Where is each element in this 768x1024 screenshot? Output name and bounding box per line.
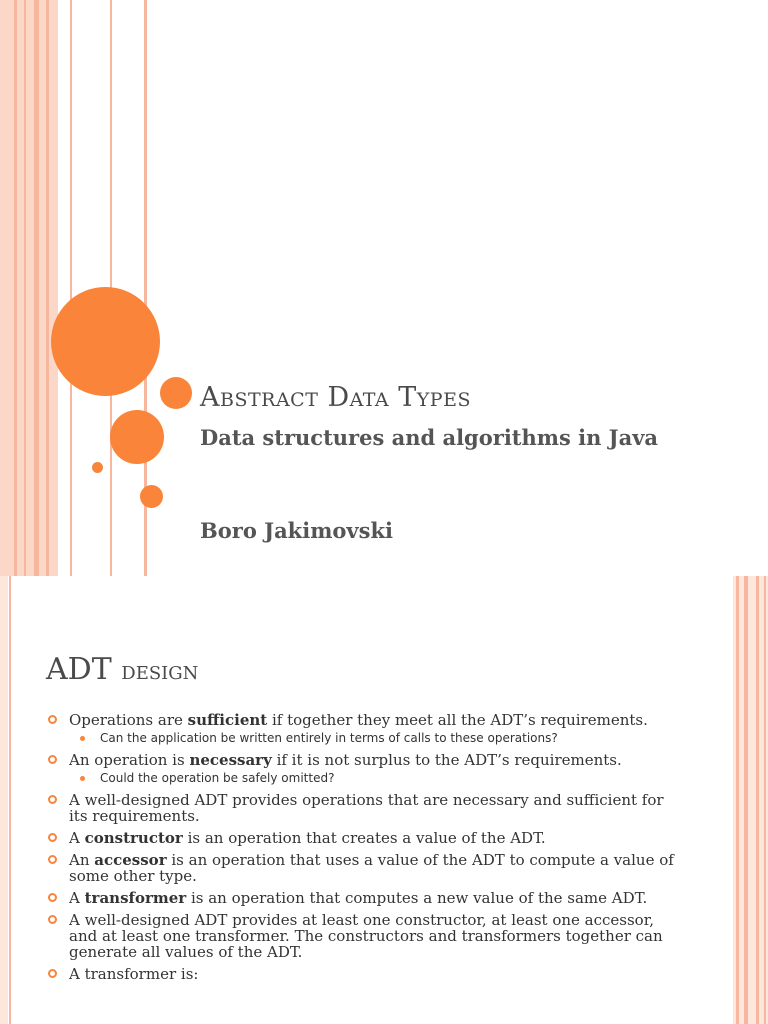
sub-list	[69, 771, 686, 786]
decor-stripe	[34, 0, 39, 576]
sub-list-item: Can the application be written entirely in terms of calls to these operations?	[69, 731, 686, 746]
slide-title	[46, 652, 198, 687]
slide-title: Abstract Data Types	[200, 382, 471, 413]
content-slide	[0, 576, 768, 1024]
list-item: A constructor is an operation that creates a value of the ADT.	[46, 830, 686, 846]
decor-stripe	[9, 576, 11, 1024]
bullet-dot-icon	[80, 736, 85, 741]
decor-circle-small	[140, 485, 163, 508]
bullet-ring-icon	[48, 855, 57, 864]
bullet-ring-icon	[48, 893, 57, 902]
bullet-list	[46, 712, 686, 988]
decor-circle-small	[160, 377, 192, 409]
decor-stripe	[736, 576, 739, 1024]
bullet-dot-icon	[80, 776, 85, 781]
bullet-ring-icon	[48, 833, 57, 842]
decor-stripe	[24, 0, 26, 576]
decor-stripe	[46, 0, 49, 576]
list-item: An operation is necessary if it is not surplus to the ADT’s requirements. Could the operation be safely omitted?	[46, 752, 686, 786]
author-name: Boro Jakimovski	[200, 518, 393, 543]
sub-list-item: Could the operation be safely omitted?	[69, 771, 686, 786]
decor-stripe	[756, 576, 759, 1024]
decor-stripe	[764, 576, 766, 1024]
decor-band	[0, 0, 58, 576]
bullet-ring-icon	[48, 915, 57, 924]
slide-title-lead: ADT	[46, 652, 112, 687]
decor-band	[0, 576, 8, 1024]
decor-stripe	[70, 0, 72, 576]
list-item: An accessor is an operation that uses a value of the ADT to compute a value of some other type.	[46, 852, 686, 884]
sub-list	[69, 731, 686, 746]
decor-circle-tiny	[92, 462, 103, 473]
decor-stripe	[14, 0, 17, 576]
list-item: Operations are sufficient if together they meet all the ADT’s requirements. Can the application be written entirely in terms of calls to these operations?	[46, 712, 686, 746]
list-item: A well-designed ADT provides operations that are necessary and sufficient for its requirements.	[46, 792, 686, 824]
bullet-ring-icon	[48, 755, 57, 764]
list-item: A well-designed ADT provides at least one constructor, at least one accessor, and at least one transformer. The constructors and transformers together can generate all values of the ADT.	[46, 912, 686, 960]
decor-circle-large	[51, 287, 160, 396]
list-item: A transformer is:	[46, 966, 686, 982]
list-item: A transformer is an operation that computes a new value of the same ADT.	[46, 890, 686, 906]
decor-circle-medium	[110, 410, 164, 464]
bullet-ring-icon	[48, 969, 57, 978]
slide-subtitle: Data structures and algorithms in Java	[200, 425, 659, 450]
decor-stripe	[744, 576, 748, 1024]
slide-title-rest: design	[121, 656, 199, 686]
bullet-ring-icon	[48, 715, 57, 724]
bullet-ring-icon	[48, 795, 57, 804]
